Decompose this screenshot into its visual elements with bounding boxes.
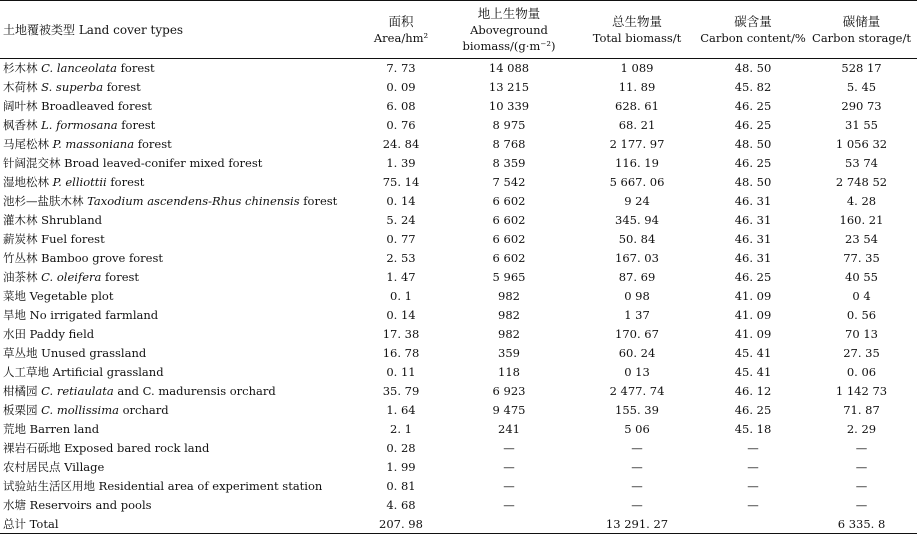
total-biomass-cell: 11. 89 [618,80,656,94]
table-row [0,382,917,401]
land-cover-name-en: forest [101,270,140,284]
table-header-row [0,1,917,59]
land-cover-name-en: Residential area of experiment station [98,479,323,493]
land-cover-name-en: Paddy field [29,327,95,341]
carbon-content-cell: 46. 31 [734,194,772,208]
area-cell: 5. 24 [386,213,416,227]
land-cover-name-en: forest [106,175,145,189]
header-land-cover-types: 土地覆被类型 Land cover types [0,1,358,59]
carbon-content-cell: 45. 18 [734,422,772,436]
land-cover-name-en: forest [134,137,172,151]
aboveground-biomass-cell: 982 [498,327,520,341]
aboveground-biomass-cell [444,515,574,534]
carbon-storage-cell: 0 4 [852,289,871,303]
land-cover-name-cn: 枫香林 [3,118,38,132]
area-cell: 35. 79 [382,384,420,398]
aboveground-biomass-cell: 13 215 [488,80,530,94]
land-cover-species-name: C. retiaulata [41,384,114,398]
carbon-content-cell: 48. 50 [734,137,772,151]
area-cell: 0. 11 [386,365,416,379]
area-cell: 1. 47 [386,270,416,284]
land-cover-name-cell [0,306,358,325]
land-cover-name-cell [0,268,358,287]
land-cover-species-name: P. elliottii [52,175,107,189]
total-biomass-cell: 0 13 [624,365,650,379]
aboveground-biomass-cell: 118 [498,365,520,379]
carbon-storage-cell: — [855,460,868,474]
land-cover-name-cn: 草丛地 [3,346,38,360]
land-cover-name-cell [0,59,358,78]
carbon-content-cell: 45. 82 [734,80,772,94]
carbon-storage-cell: 31 55 [845,118,878,132]
aboveground-biomass-cell: 6 923 [492,384,526,398]
carbon-content-cell: 45. 41 [734,365,772,379]
table-row [0,192,917,211]
total-biomass-cell: 116. 19 [615,156,659,170]
carbon-storage-cell: 0. 56 [846,308,877,322]
carbon-content-cell: — [747,441,759,455]
land-cover-name-cn: 池杉—盐肤木林 [3,194,84,208]
land-cover-name-cn: 竹丛林 [3,251,38,265]
land-cover-name-cell [0,363,358,382]
table-row [0,496,917,515]
total-biomass-cell: — [631,479,643,493]
land-cover-name-en: forest [116,61,155,76]
land-cover-name-cell [0,515,358,534]
total-biomass-cell: 2 177. 97 [609,137,665,151]
aboveground-biomass-cell: 8 359 [492,156,526,170]
area-cell: 0. 09 [386,80,416,94]
land-cover-name-cn: 杉木林 [3,61,38,76]
land-cover-name-cn: 旱地 [3,308,26,322]
carbon-storage-cell: — [855,479,868,493]
land-cover-name-cn: 柑橘园 [3,384,38,398]
area-cell: 75. 14 [382,175,420,189]
land-cover-name-en: Reservoirs and pools [29,498,152,512]
table-body [0,59,917,534]
carbon-storage-cell: 6 335. 8 [806,515,917,534]
table-row [0,268,917,287]
land-cover-name-cn: 水塘 [3,498,26,512]
total-biomass-cell: 167. 03 [615,251,659,265]
land-cover-name-cell [0,458,358,477]
table-row [0,78,917,97]
table-row [0,439,917,458]
land-cover-name-en: Bamboo grove forest [41,251,163,265]
carbon-content-cell: 41. 09 [734,289,772,303]
aboveground-biomass-cell: 982 [498,289,520,303]
table-row [0,249,917,268]
area-cell: 207. 98 [358,515,444,534]
carbon-storage-cell: 23 54 [845,232,878,246]
land-cover-name-cn: 裸岩石砾地 [3,441,61,455]
aboveground-biomass-cell: 10 339 [488,99,530,113]
land-cover-name-en: Broadleaved forest [41,99,152,113]
total-biomass-cell: 1 37 [624,308,650,322]
land-cover-name-cell [0,135,358,154]
total-biomass-cell: 345. 94 [615,213,659,227]
aboveground-biomass-cell: 14 088 [488,61,530,76]
area-cell: 0. 81 [386,479,416,493]
carbon-content-cell: 46. 31 [734,232,772,246]
aboveground-biomass-cell: 6 602 [492,232,526,246]
land-cover-species-name: Taxodium ascendens-Rhus chinensis [87,194,300,208]
land-cover-name-en: Unused grassland [41,346,147,360]
carbon-content-cell: 46. 25 [734,118,772,132]
table-row [0,59,917,78]
aboveground-biomass-cell: 9 475 [492,403,526,417]
total-biomass-cell: — [631,498,643,512]
land-cover-name-cell [0,420,358,439]
land-cover-name-cn: 灌木林 [3,213,38,227]
land-cover-name-cn: 菜地 [3,289,26,303]
land-cover-name-en: Vegetable plot [29,289,114,303]
total-biomass-cell: 13 291. 27 [574,515,700,534]
header-area: 面积 Area/hm² [358,1,444,59]
carbon-storage-cell: 27. 35 [843,346,880,360]
land-cover-name-en: No irrigated farmland [29,308,159,322]
table-row [0,116,917,135]
land-cover-name-en: Shrubland [41,213,103,227]
table-row [0,344,917,363]
area-cell: 0. 77 [386,232,416,246]
area-cell: 4. 68 [386,498,416,512]
land-cover-name-cn: 阔叶林 [3,99,38,113]
land-cover-name-en: orchard [118,403,169,417]
total-biomass-cell: — [631,460,643,474]
land-cover-name-cell [0,344,358,363]
area-cell: 0. 76 [386,118,416,132]
carbon-content-cell: — [747,460,759,474]
aboveground-biomass-cell: 5 965 [492,270,526,284]
total-biomass-cell: 628. 61 [615,99,659,113]
area-cell: 2. 1 [390,422,412,436]
carbon-storage-cell: 160. 21 [839,213,884,227]
land-cover-species-name: S. superba [41,80,104,94]
land-cover-name-en: Exposed bared rock land [64,441,210,455]
carbon-content-cell: 46. 12 [734,384,772,398]
total-biomass-cell: 5 06 [624,422,650,436]
carbon-storage-cell: 1 142 73 [835,384,888,398]
total-biomass-cell: 2 477. 74 [609,384,665,398]
header-total-biomass: 总生物量 Total biomass/t [574,1,700,59]
land-cover-name-cn: 荒地 [3,422,26,436]
land-cover-species-name: C. mollissima [41,403,119,417]
land-cover-name-en: Artificial grassland [52,365,164,379]
area-cell: 16. 78 [382,346,420,360]
area-cell: 6. 08 [386,99,416,113]
land-cover-name-cell [0,249,358,268]
aboveground-biomass-cell: — [503,441,515,455]
land-cover-name-cell [0,477,358,496]
total-biomass-cell: 87. 69 [618,270,656,284]
land-cover-name-cell [0,97,358,116]
table-row [0,287,917,306]
carbon-storage-cell: 53 74 [845,156,878,170]
area-cell: 1. 99 [386,460,416,474]
carbon-storage-cell: 70 13 [845,327,878,341]
carbon-content-cell [700,515,806,534]
land-cover-name-en: Village [64,460,105,474]
land-cover-name-en: forest [117,118,156,132]
area-cell: 17. 38 [382,327,420,341]
carbon-storage-cell: 40 55 [845,270,878,284]
table-row [0,477,917,496]
carbon-storage-cell: 5. 45 [846,80,877,94]
carbon-storage-cell: 71. 87 [843,403,880,417]
land-cover-name-cn: 农村居民点 [3,460,61,474]
total-biomass-cell: 0 98 [624,289,650,303]
aboveground-biomass-cell: — [503,498,515,512]
carbon-storage-cell: 0. 06 [846,365,877,379]
aboveground-biomass-cell: 6 602 [492,194,526,208]
land-cover-name-cn: 试验站生活区用地 [3,479,95,493]
land-cover-name-cn: 人工草地 [3,365,49,379]
table-row [0,230,917,249]
table-row [0,420,917,439]
land-cover-name-cn: 油茶林 [3,270,38,284]
area-cell: 0. 14 [386,194,416,208]
carbon-content-cell: — [747,498,759,512]
aboveground-biomass-cell: — [503,479,515,493]
land-cover-name-en: Total [29,516,59,531]
carbon-content-cell: 46. 25 [734,99,772,113]
table-row [0,363,917,382]
header-aboveground-biomass: 地上生物量 Aboveground biomass/(g·m⁻²) [444,1,574,59]
aboveground-biomass-cell: 7 542 [492,175,526,189]
land-cover-name-en: forest [103,80,141,94]
carbon-content-cell: 46. 25 [734,156,772,170]
land-cover-name-cn: 湿地松林 [3,175,49,189]
table-row [0,458,917,477]
total-biomass-cell: 155. 39 [615,403,659,417]
table-row [0,401,917,420]
carbon-content-cell: 46. 25 [734,270,772,284]
area-cell: 0. 28 [386,441,416,455]
table-row [0,135,917,154]
carbon-storage-cell: — [855,441,868,455]
aboveground-biomass-cell: — [503,460,515,474]
table-row [0,306,917,325]
land-cover-species-name: L. formosana [41,118,118,132]
area-cell: 2. 53 [386,251,416,265]
land-cover-name-cell [0,401,358,420]
total-biomass-cell: 5 667. 06 [609,175,665,189]
land-cover-name-en: Broad leaved-conifer mixed forest [64,156,263,170]
land-cover-name-cell [0,116,358,135]
table-row [0,211,917,230]
area-cell: 0. 1 [390,289,412,303]
header-carbon-storage: 碳储量 Carbon storage/t [806,1,917,59]
carbon-content-cell: 46. 31 [734,251,772,265]
land-cover-name-cell [0,382,358,401]
area-cell: 24. 84 [382,137,420,151]
land-cover-name-en: and C. madurensis orchard [113,384,276,398]
area-cell: 0. 14 [386,308,416,322]
header-carbon-content: 碳含量 Carbon content/% [700,1,806,59]
total-biomass-cell: 68. 21 [618,118,656,132]
table-row [0,515,917,534]
land-cover-species-name: C. lanceolata [41,61,117,76]
total-biomass-cell: 60. 24 [618,346,656,360]
land-cover-species-name: P. massoniana [52,137,135,151]
land-cover-name-cn: 水田 [3,327,26,341]
aboveground-biomass-cell: 8 768 [492,137,526,151]
aboveground-biomass-cell: 6 602 [492,251,526,265]
aboveground-biomass-cell: 982 [498,308,520,322]
carbon-storage-cell: 77. 35 [843,251,880,265]
carbon-storage-cell: 4. 28 [846,194,877,208]
carbon-storage-cell: 528 17 [841,61,882,76]
area-cell: 7. 73 [386,61,416,76]
carbon-content-cell: 46. 25 [734,403,772,417]
land-cover-name-en: Barren land [29,422,100,436]
land-cover-name-cn: 薪炭林 [3,232,38,246]
table-row [0,173,917,192]
land-cover-name-cn: 板栗园 [3,403,38,417]
land-cover-name-cell [0,173,358,192]
carbon-content-cell: 46. 31 [734,213,772,227]
table-row [0,325,917,344]
aboveground-biomass-cell: 8 975 [492,118,526,132]
land-cover-name-cell [0,287,358,306]
carbon-storage-cell: 290 73 [841,99,882,113]
carbon-content-cell: 48. 50 [734,61,772,76]
land-cover-name-cell [0,325,358,344]
land-cover-name-cn: 针阔混交林 [3,156,61,170]
total-biomass-cell: 1 089 [620,61,654,76]
land-cover-name-cell [0,154,358,173]
land-cover-name-en: Fuel forest [41,232,105,246]
area-cell: 1. 64 [386,403,416,417]
land-cover-species-name: C. oleifera [41,270,102,284]
land-cover-name-cn: 木荷林 [3,80,38,94]
carbon-content-cell: 48. 50 [734,175,772,189]
area-cell: 1. 39 [386,156,416,170]
carbon-content-cell: 41. 09 [734,327,772,341]
carbon-storage-cell: 2 748 52 [835,175,888,189]
land-cover-name-cell [0,78,358,97]
carbon-content-cell: 45. 41 [734,346,772,360]
total-biomass-cell: 170. 67 [615,327,659,341]
aboveground-biomass-cell: 6 602 [492,213,526,227]
land-cover-name-en: forest [299,194,338,208]
aboveground-biomass-cell: 241 [498,422,520,436]
land-cover-name-cell [0,439,358,458]
total-biomass-cell: 50. 84 [618,232,656,246]
land-cover-name-cn: 马尾松林 [3,137,49,151]
total-biomass-cell: 9 24 [624,194,650,208]
table-row [0,97,917,116]
carbon-content-cell: — [747,479,759,493]
carbon-storage-cell: 2. 29 [846,422,877,436]
carbon-content-cell: 41. 09 [734,308,772,322]
carbon-storage-cell: — [855,498,868,512]
land-cover-name-cn: 总计 [3,516,26,531]
land-cover-name-cell [0,230,358,249]
aboveground-biomass-cell: 359 [498,346,520,360]
table-row [0,154,917,173]
total-biomass-cell: — [631,441,643,455]
land-cover-name-cell [0,496,358,515]
carbon-storage-cell: 1 056 32 [835,137,888,151]
land-cover-name-cell [0,192,358,211]
land-cover-name-cell [0,211,358,230]
